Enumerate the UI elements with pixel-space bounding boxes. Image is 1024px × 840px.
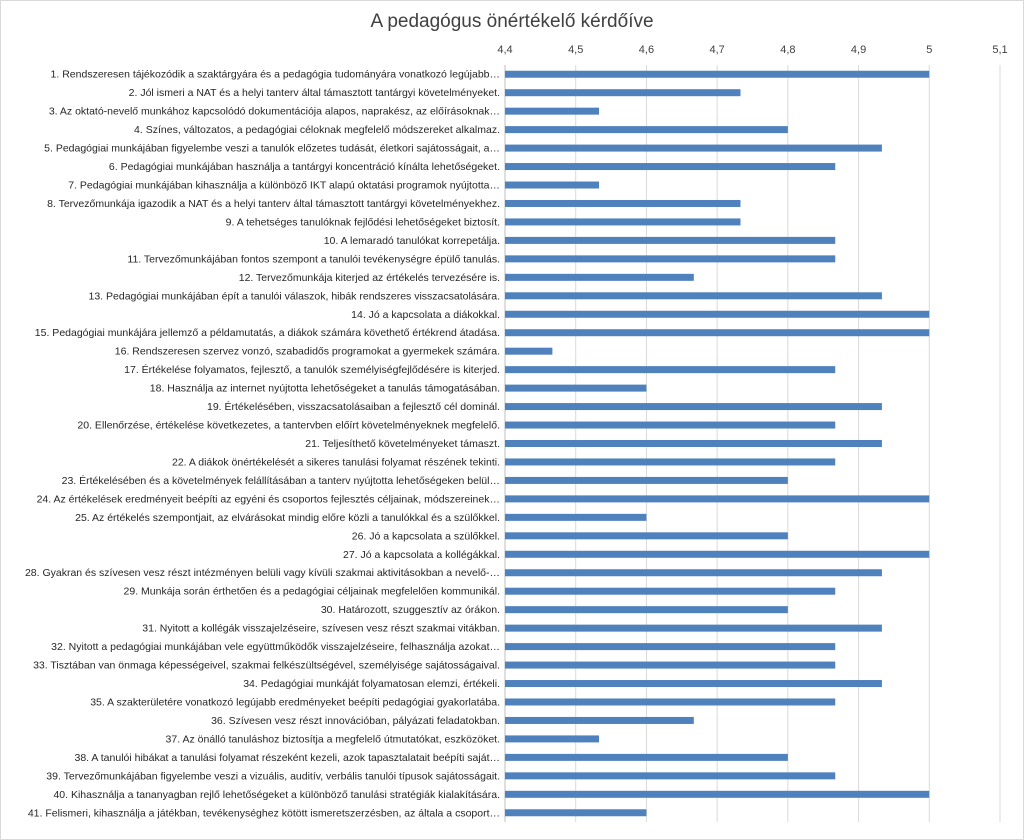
category-label: 8. Tervezőmunkája igazodik a NAT és a helyi tanterv által támasztott tantárgyi követelményekhez. <box>47 197 500 210</box>
category-label: 23. Értékelésében és a követelmények felállításában a tanterv nyújtotta lehetőségeken belül… <box>61 474 500 487</box>
bar <box>505 754 788 761</box>
category-label: 16. Rendszeresen szervez vonzó, szabadidős programokat a gyermekek számára. <box>114 345 500 358</box>
category-label: 1. Rendszeresen tájékozódik a szaktárgyára és a pedagógia tudományára vonatkozó legújabb… <box>50 68 500 81</box>
bar <box>505 569 882 576</box>
category-label: 6. Pedagógiai munkájában használja a tantárgyi koncentráció kínálta lehetőségeket. <box>108 161 500 174</box>
x-tick-label: 5 <box>926 44 933 56</box>
bar <box>505 255 835 262</box>
bar <box>505 717 694 724</box>
category-label: 35. A szakterületére vonatkozó legújabb eredményeket beépíti pedagógiai gyakorlatába. <box>90 696 500 709</box>
category-label: 31. Nyitott a kollégák visszajelzéseire, szívesen vesz részt szakmai vitákban. <box>142 622 500 635</box>
category-label: 17. Értékelése folyamatos, fejlesztő, a tanulók személyiségfejlődésére is kiterjed. <box>124 364 500 377</box>
bar <box>505 218 740 225</box>
bar <box>505 625 882 632</box>
bar <box>505 422 835 429</box>
category-label: 22. A diákok önértékelését a sikeres tanulási folyamat részének tekinti. <box>171 456 500 469</box>
category-label: 18. Használja az internet nyújtotta lehetőségeket a tanulás támogatásában. <box>149 382 500 395</box>
bar <box>505 126 788 133</box>
category-label: 27. Jó a kapcsolata a kollégákkal. <box>342 548 500 561</box>
bar <box>505 403 882 410</box>
category-label: 20. Ellenőrzése, értékelése következetes, a tantervben előírt követelményeknek megfelelő. <box>77 419 500 432</box>
category-label: 19. Értékelésében, visszacsatolásaiban a fejlesztő cél dominál. <box>207 401 500 414</box>
bar <box>505 588 835 595</box>
category-label: 34. Pedagógiai munkáját folyamatosan elemzi, értékeli. <box>243 678 500 691</box>
bar <box>505 71 929 78</box>
bar <box>505 163 835 170</box>
category-label: 30. Határozott, szuggesztív az órákon. <box>320 604 500 617</box>
category-label: 2. Jól ismeri a NAT és a helyi tanterv által támasztott tantárgyi követelményeket. <box>128 87 500 100</box>
category-label: 15. Pedagógiai munkájára jellemző a példamutatás, a diákok számára követhető értékrend átadása. <box>34 327 500 340</box>
x-tick-label: 4,6 <box>638 44 655 56</box>
bar <box>505 385 646 392</box>
bar <box>505 606 788 613</box>
category-label: 29. Munkája során érthetően és a pedagógiai céljainak megfelelően kommunikál. <box>123 585 500 598</box>
bar <box>505 348 552 355</box>
category-label: 14. Jó a kapcsolata a diákokkal. <box>351 308 500 321</box>
category-label: 41. Felismeri, kihasználja a játékban, tevékenységhez kötött ismeretszerzésben, az általa a csoport… <box>27 807 500 820</box>
bar <box>505 329 929 336</box>
bar <box>505 200 740 207</box>
bar <box>505 662 835 669</box>
bar <box>505 311 929 318</box>
bar <box>505 495 929 502</box>
category-labels <box>25 69 500 820</box>
bar <box>505 514 646 521</box>
bar <box>505 477 788 484</box>
category-label: 25. Az értékelés szempontjait, az elvárásokat mindig előre közli a tanulókkal és a szülőkkel. <box>75 511 500 524</box>
bar <box>505 145 882 152</box>
category-label: 28. Gyakran és szívesen vesz részt intézményen belüli vagy kívüli szakmai aktivitásokban a nevelő-… <box>24 567 500 580</box>
category-label: 5. Pedagógiai munkájában figyelembe veszi a tanulók előzetes tudását, életkori sajátosságait, a… <box>44 142 500 155</box>
category-label: 24. Az értékelések eredményeit beépíti az egyéni és csoportos fejlesztés céljainak, módszereinek… <box>36 493 500 506</box>
category-label: 36. Szívesen vesz részt innovációban, pályázati feladatokban. <box>211 714 500 727</box>
bar <box>505 772 835 779</box>
category-label: 13. Pedagógiai munkájában épít a tanulói válaszok, hibák rendszeres visszacsatolására. <box>88 290 500 303</box>
bar <box>505 366 835 373</box>
bar <box>505 643 835 650</box>
bar <box>505 274 694 281</box>
category-label: 3. Az oktató-nevelő munkához kapcsolódó dokumentációja alapos, naprakész, az előírásoknak… <box>48 105 500 118</box>
bar <box>505 292 882 299</box>
bar <box>505 698 835 705</box>
x-tick-label: 4,9 <box>850 44 867 56</box>
category-label: 7. Pedagógiai munkájában kihasználja a különböző IKT alapú oktatási programok nyújtotta… <box>68 179 500 192</box>
category-label: 12. Tervezőmunkája kiterjed az értékelés tervezésére is. <box>238 271 500 284</box>
bar <box>505 551 929 558</box>
category-label: 11. Tervezőmunkájában fontos szempont a tanulói tevékenységre épülő tanulás. <box>127 253 500 266</box>
category-label: 39. Tervezőmunkájában figyelembe veszi a vizuális, auditív, verbális tanulói típusok sajátosságait. <box>46 770 500 783</box>
bar <box>505 735 599 742</box>
category-label: 33. Tisztában van önmaga képességeivel, szakmai felkészültségével, személyisége sajátosságaival. <box>33 659 500 672</box>
category-label: 38. A tanulói hibákat a tanulási folyamat részeként kezeli, azok tapasztalatait beépíti saját… <box>74 751 500 764</box>
bar <box>505 532 788 539</box>
bar <box>505 458 835 465</box>
category-label: 32. Nyitott a pedagógiai munkájában vele együttműködők visszajelzéseire, felhasználja azokat… <box>51 641 500 654</box>
x-axis-ticks <box>497 44 1007 56</box>
category-label: 21. Teljesíthető követelményeket támaszt. <box>305 438 500 450</box>
x-tick-label: 5,1 <box>992 44 1008 56</box>
x-tick-label: 4,4 <box>497 44 513 56</box>
x-tick-label: 4,7 <box>709 44 725 56</box>
category-label: 26. Jó a kapcsolata a szülőkkel. <box>351 530 500 543</box>
x-tick-label: 4,8 <box>780 44 796 56</box>
x-tick-label: 4,5 <box>568 44 584 56</box>
bar <box>505 791 929 798</box>
bar <box>505 680 882 687</box>
bar <box>505 237 835 244</box>
chart-title: A pedagógus önértékelő kérdőíve <box>370 11 654 32</box>
category-label: 9. A tehetséges tanulóknak fejlődési lehetőségeket biztosít. <box>225 216 500 229</box>
bar <box>505 108 599 115</box>
category-label: 10. A lemaradó tanulókat korrepetálja. <box>323 234 500 247</box>
bar <box>505 809 646 816</box>
category-label: 40. Kihasználja a tananyagban rejlő lehetőségeket a különböző tanulási stratégiák kialakítására. <box>53 788 500 801</box>
category-label: 4. Színes, változatos, a pedagógiai céloknak megfelelő módszereket alkalmaz. <box>134 124 500 137</box>
bar <box>505 440 882 447</box>
bar <box>505 182 599 189</box>
bar <box>505 89 740 96</box>
category-label: 37. Az önálló tanuláshoz biztosítja a megfelelő útmutatókat, eszközöket. <box>165 733 500 746</box>
